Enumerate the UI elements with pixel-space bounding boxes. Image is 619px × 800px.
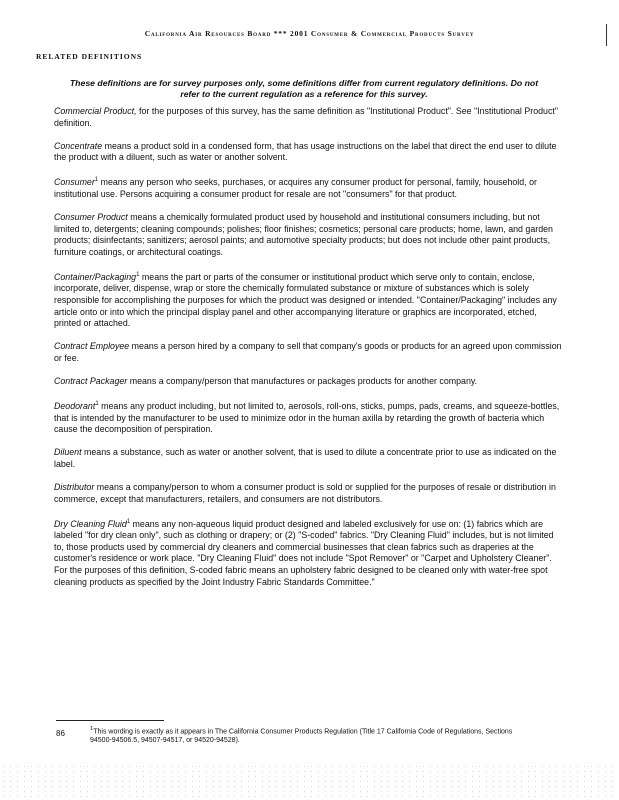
scan-noise	[0, 764, 619, 800]
definition-body: for the purposes of this survey, has the same definition as "Institutional Product". See "Institutional Product" definition.	[54, 106, 558, 128]
definition-body: means a company/person that manufactures or packages products for another company.	[127, 375, 478, 386]
definition-item	[54, 399, 562, 436]
definition-body: means a chemically formulated product used by household and institutional consumers including, but not limited to, detergents; cleaning compounds; polishes; floor finishes; cosmetics; personal care products; home, lawn, and garden products; disinfectants; sanitizers; aerosol paints; and automotive specialty products; but does not include other paint products, furniture coatings, or architectural coatings.	[54, 212, 553, 257]
footnote-ref: 1	[94, 177, 99, 184]
definition-term: Diluent	[54, 447, 82, 458]
definition-body: means a product sold in a condensed form, that has usage instructions on the label that direct the end user to dilute the product with a diluent, such as water or another solvent.	[54, 140, 557, 163]
definition-term: Consumer	[54, 177, 95, 188]
definition-item	[54, 376, 562, 388]
footnote-marker: 1	[90, 726, 94, 732]
footnote-body: This wording is exactly as it appears in The California Consumer Products Regulation (Title 17 California Code of Regulations, Sections 94500-94506.5, 94507-94517, or 94520-94528).	[90, 728, 513, 745]
footnote-area	[56, 720, 556, 745]
definition-item	[54, 270, 562, 330]
definition-item	[54, 212, 562, 258]
definition-term: Contract Employee	[54, 341, 130, 352]
footnote-ref: 1	[136, 271, 140, 278]
page-header: California Air Resources Board *** 2001 Consumer & Commercial Products Survey	[144, 29, 475, 38]
footnote-text	[90, 725, 530, 745]
definition-body: means any product including, but not limited to, aerosols, roll-ons, sticks, pumps, pads, creams, and squeeze-bottles, that is intended by the manufacturer to be used to minimize odor in the human axilla by retarding the growth of bacteria which cause the decomposition of perspiration.	[54, 401, 560, 435]
footnote-rule	[56, 720, 164, 721]
definition-body: means the part or parts of the consumer or institutional product which serve only to contain, enclose, incorporate, deliver, dispense, wrap or store the chemically formulated substance or mixture of substances which is solely responsible for accomplishing the purposes for which the product was designed or intended. "Container/Packaging" includes any article onto or into which the principal display panel and other accompanying literature or graphics are incorporated, etched, printed or attached.	[54, 271, 557, 329]
definition-term: Contract Packager	[54, 375, 128, 386]
definition-body: means a company/person to whom a consumer product is sold or supplied for the purposes of resale or distribution in commerce, except that manufacturers, retailers, and consumers are not distributors.	[54, 481, 556, 504]
definition-term: Concentrate	[54, 140, 103, 151]
footnote-ref: 1	[126, 518, 131, 525]
definition-term: Container/Packaging	[54, 271, 137, 282]
definition-term: Dry Cleaning Fluid	[54, 518, 127, 529]
definition-body: means a person hired by a company to sell that company's goods or products for an agreed upon commission or fee.	[54, 341, 562, 363]
definition-item	[54, 106, 562, 129]
definition-body: means a substance, such as water or another solvent, that is used to dilute a concentrate prior to use as indicated on the label.	[54, 447, 557, 469]
intro-note: These definitions are for survey purposes only, some definitions differ from current regulatory definitions. Do not refer to the current regulation as a reference for this survey.	[69, 78, 539, 99]
definition-item	[54, 447, 562, 470]
definition-item	[54, 482, 562, 505]
definition-term: Deodorant	[54, 401, 96, 411]
definition-item	[54, 341, 562, 364]
footnote-ref: 1	[95, 401, 99, 408]
definitions-list	[54, 106, 562, 600]
page-number: 86	[56, 729, 65, 738]
definition-item	[54, 175, 562, 200]
definition-item	[54, 141, 562, 164]
definition-term: Commercial Product,	[54, 106, 137, 116]
definition-term: Consumer Product	[54, 212, 128, 222]
definition-body: means any non-aqueous liquid product designed and labeled exclusively for use on: (1) fabrics which are labeled "for dry clean only", such as clothing or drapery; or (2) "S-coded" fabrics. "Dry Cleaning Fluid" includes, but is not limited to, those products used by commercial dry cleaners and commercial businesses that clean fabrics such as draperies at the customer's residence or work place. "Dry Cleaning Fluid" does not include "Spot Remover" or "Carpet and Upholstery Cleaner". For the purposes of this definition, S-coded fabric means an upholstery fabric designed to be cleaned only with water-free spot cleaning products as specified by the Joint Industry Fabric Standards Committee."	[54, 518, 554, 587]
definition-body: means any person who seeks, purchases, or acquires any consumer product for personal, family, household, or institutional use. Persons acquiring a consumer product for resale are not "consumers" for that product.	[54, 177, 537, 199]
definition-term: Distributor	[54, 481, 95, 492]
section-title: RELATED DEFINITIONS	[36, 52, 143, 61]
definition-item	[54, 517, 562, 589]
